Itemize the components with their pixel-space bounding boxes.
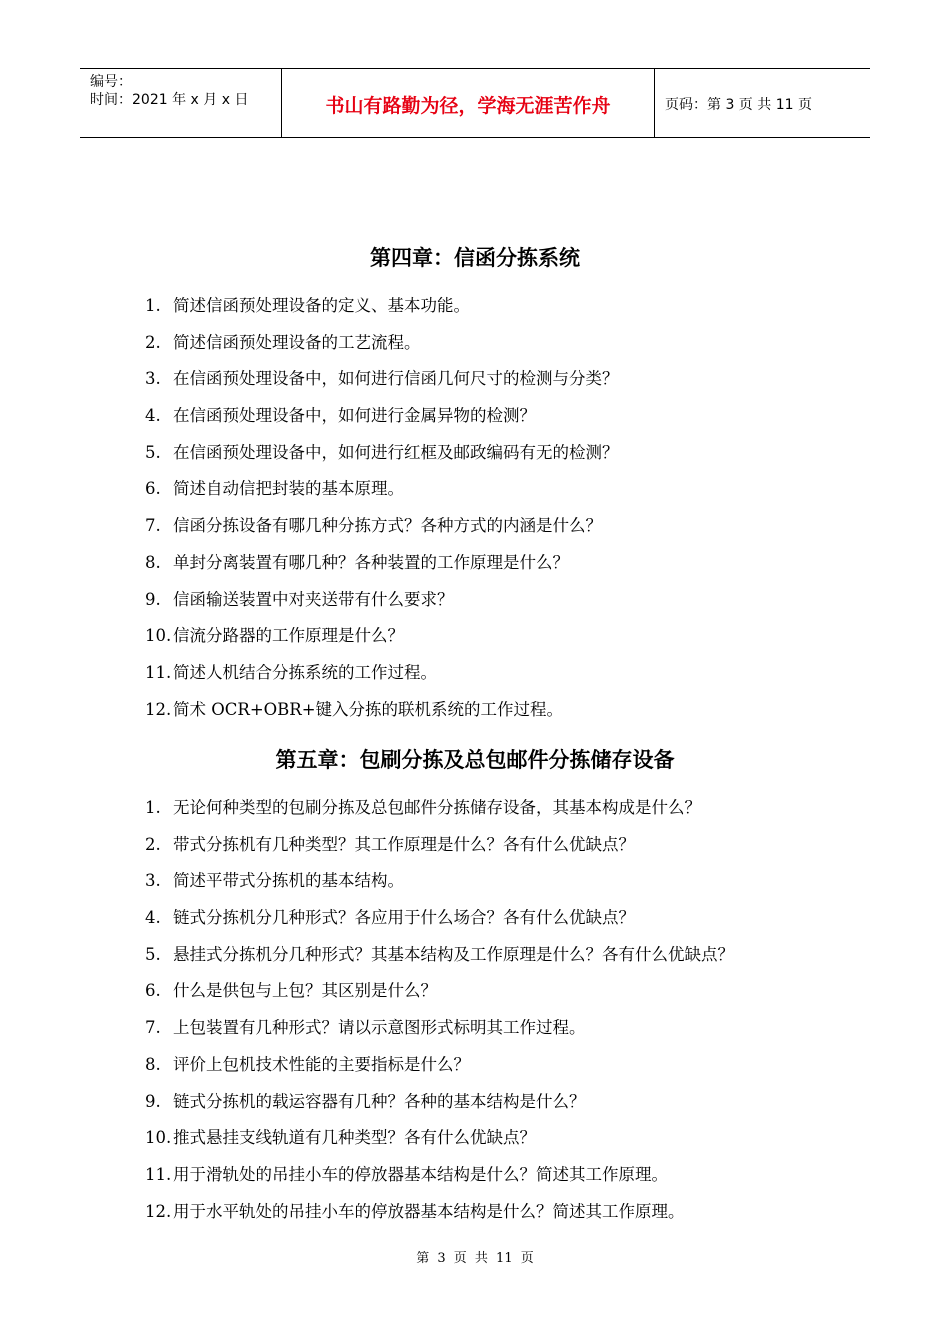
question-item [145,900,734,937]
question-text: 简述信函预处理设备的工艺流程。 [173,332,421,352]
question-text: 评价上包机技术性能的主要指标是什么？ [173,1054,470,1074]
question-number: 8. [145,1054,161,1074]
question-text: 在信函预处理设备中，如何进行信函几何尺寸的检测与分类？ [173,369,619,389]
chapter4-title: 第四章：信函分拣系统 [370,246,580,270]
question-item [145,618,619,655]
question-number: 11. [145,1164,172,1184]
header-motto-cell [282,69,655,137]
question-item [145,288,619,325]
header-motto: 书山有路勤为径，学海无涯苦作舟 [325,95,611,117]
question-text: 单封分离装置有哪几种？各种装置的工作原理是什么？ [173,552,569,572]
question-number: 6. [145,479,161,499]
question-number: 10. [145,626,172,646]
question-number: 3. [145,369,161,389]
page-header [80,68,870,138]
question-item [145,1047,734,1084]
question-item [145,361,619,398]
document-code-label: 编号： [90,74,132,90]
question-item [145,325,619,362]
question-text: 简述自动信把封装的基本原理。 [173,479,404,499]
question-text: 简术 OCR+OBR+键入分拣的联机系统的工作过程。 [173,699,564,719]
question-text: 在信函预处理设备中，如何进行金属异物的检测？ [173,406,536,426]
question-number: 9. [145,1091,161,1111]
question-text: 链式分拣机分几种形式？各应用于什么场合？各有什么优缺点？ [173,908,635,928]
question-number: 11. [145,662,172,682]
question-text: 悬挂式分拣机分几种形式？其基本结构及工作原理是什么？各有什么优缺点？ [173,944,734,964]
question-text: 在信函预处理设备中，如何进行红框及邮政编码有无的检测？ [173,442,619,462]
question-text: 带式分拣机有几种类型？其工作原理是什么？各有什么优缺点？ [173,834,635,854]
question-text: 简述平带式分拣机的基本结构。 [173,871,404,891]
question-item [145,398,619,435]
question-item [145,790,734,827]
question-text: 简述信函预处理设备的定义、基本功能。 [173,296,470,315]
question-number: 5. [145,944,161,964]
page-footer: 第 3 页 共 11 页 [416,1251,534,1266]
question-number: 12. [145,699,172,719]
chapter5-question-list [145,790,734,1230]
document-date: 时间：2021 年 x 月 x 日 [90,92,249,108]
question-number: 5. [145,442,161,462]
question-number: 8. [145,552,161,572]
header-page-info: 页码：第 3 页 共 11 页 [665,97,812,113]
question-text: 推式悬挂支线轨道有几种类型？各有什么优缺点？ [173,1128,536,1148]
question-item [145,508,619,545]
question-text: 上包装置有几种形式？请以示意图形式标明其工作过程。 [173,1018,586,1038]
question-text: 链式分拣机的载运容器有几种？各种的基本结构是什么？ [173,1091,586,1111]
question-number: 3. [145,871,161,891]
question-number: 4. [145,406,161,426]
question-number: 7. [145,1018,161,1038]
question-item [145,1010,734,1047]
question-item [145,827,734,864]
question-item [145,1084,734,1121]
question-number: 4. [145,908,161,928]
question-number: 2. [145,834,161,854]
question-number: 7. [145,516,161,536]
question-item [145,937,734,974]
question-text: 信函分拣设备有哪几种分拣方式？各种方式的内涵是什么？ [173,516,602,536]
question-text: 信函输送装置中对夹送带有什么要求？ [173,589,454,609]
question-item [145,692,619,729]
question-text: 用于水平轨处的吊挂小车的停放器基本结构是什么？简述其工作原理。 [173,1201,685,1221]
question-item [145,655,619,692]
question-text: 简述人机结合分拣系统的工作过程。 [173,662,437,682]
question-text: 用于滑轨处的吊挂小车的停放器基本结构是什么？简述其工作原理。 [173,1164,668,1184]
chapter4-question-list [145,288,619,728]
question-item [145,1120,734,1157]
question-number: 10. [145,1128,172,1148]
question-number: 6. [145,981,161,1001]
question-number: 1. [145,798,161,817]
header-meta-cell [80,69,282,137]
question-item [145,545,619,582]
question-number: 1. [145,296,161,315]
question-text: 无论何种类型的包刷分拣及总包邮件分拣储存设备，其基本构成是什么？ [173,798,701,817]
question-item [145,1157,734,1194]
question-text: 什么是供包与上包？其区别是什么？ [173,981,437,1001]
chapter5-title: 第五章：包刷分拣及总包邮件分拣储存设备 [275,748,675,772]
question-item [145,863,734,900]
question-item [145,582,619,619]
question-item [145,471,619,508]
question-text: 信流分路器的工作原理是什么？ [173,626,404,646]
question-number: 9. [145,589,161,609]
question-item [145,973,734,1010]
question-number: 12. [145,1201,172,1221]
header-page-cell [655,69,870,137]
question-number: 2. [145,332,161,352]
question-item [145,1194,734,1231]
question-item [145,435,619,472]
